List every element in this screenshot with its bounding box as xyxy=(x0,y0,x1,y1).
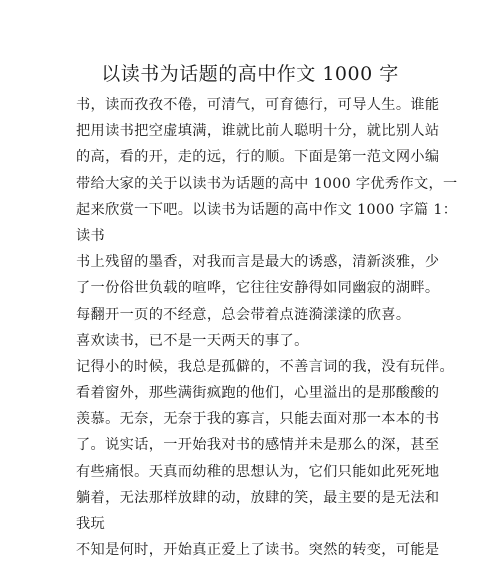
text-line: 羡慕。无奈，无奈于我的寡言，只能去面对那一本本的书 xyxy=(76,411,440,428)
text-line: 躺着，无法那样放肆的动，放肆的笑，最主要的是无法和 xyxy=(76,489,440,506)
text-line: 书上残留的墨香，对我而言是最大的诱惑，清新淡雅，少 xyxy=(76,254,440,271)
text-line: 起来欣赏一下吧。以读书为话题的高中作文 1000 字篇 1： xyxy=(76,201,458,218)
text-line: 记得小的时候，我总是孤僻的，不善言词的我，没有玩伴。 xyxy=(76,358,454,375)
text-line: 的高，看的开，走的远，行的顺。下面是第一范文网小编 xyxy=(76,149,440,166)
text-line: 不知是何时，开始真正爱上了读书。突然的转变，可能是 xyxy=(76,542,440,559)
section-heading: 读书 xyxy=(76,227,106,244)
text-line: 看着窗外，那些满街疯跑的他们，心里溢出的是那酸酸的 xyxy=(76,385,440,402)
text-line: 了。说实话，一开始我对书的感情并未是那么的深，甚至 xyxy=(76,437,440,454)
text-line: 把用读书把空虚填满，谁就比前人聪明十分，就比别人站 xyxy=(76,123,440,140)
text-line: 有些痛恨。天真而幼稚的思想认为，它们只能如此死死地 xyxy=(76,463,440,480)
text-line: 带给大家的关于以读书为话题的高中 1000 字优秀作文，一 xyxy=(76,175,458,192)
text-line: 了一份俗世负载的喧哗，它往往安静得如同幽寂的湖畔。 xyxy=(76,280,440,297)
text-line: 每翻开一页的不经意，总会带着点涟漪漾漾的欣喜。 xyxy=(76,306,411,323)
text-line: 喜欢读书，已不是一天两天的事了。 xyxy=(76,332,309,349)
text-line: 书，读而孜孜不倦，可清气，可育德行，可导人生。谁能 xyxy=(76,97,440,113)
text-line: 我玩 xyxy=(76,516,106,532)
document-title: 以读书为话题的高中作文 1000 字 xyxy=(101,63,399,85)
document-body xyxy=(76,92,458,563)
